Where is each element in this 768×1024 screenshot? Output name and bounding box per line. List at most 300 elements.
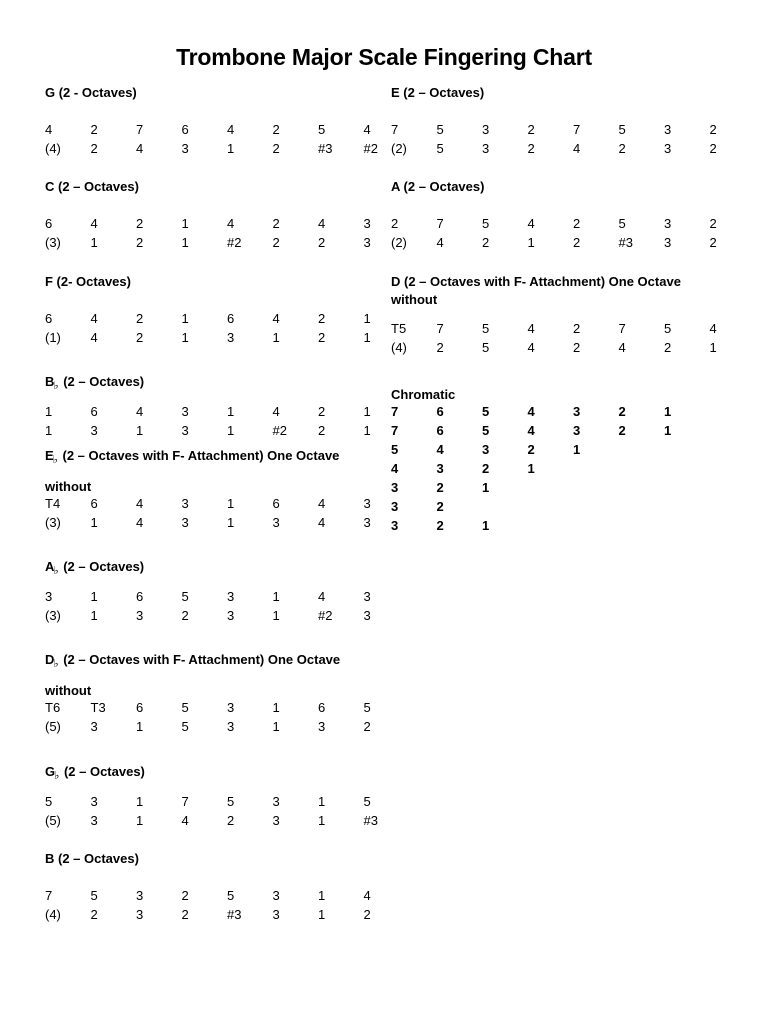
fingering-cell: 5 xyxy=(363,700,371,715)
fingering-cell: 6 xyxy=(318,700,326,715)
fingering-cell: 4 xyxy=(709,321,717,336)
fingering-cell: 6 xyxy=(136,589,144,604)
fingering-cell: T6 xyxy=(45,700,61,715)
scale-e xyxy=(391,84,717,160)
fingering-cell: 5 xyxy=(482,404,490,419)
fingering-cell: 4 xyxy=(318,589,326,604)
fingering-cell: 5 xyxy=(227,888,235,903)
fingering-cell: 1 xyxy=(482,480,490,495)
fingering-cell: 4 xyxy=(436,235,444,250)
fingering-cell: 3 xyxy=(391,480,399,495)
fingering-cell: 1 xyxy=(527,461,535,476)
fingering-cell: #3 xyxy=(318,141,333,156)
fingering-cell: 2 xyxy=(227,813,235,828)
fingering-cell: 2 xyxy=(272,122,280,137)
fingering-row xyxy=(45,515,371,534)
fingering-cell: 6 xyxy=(90,404,98,419)
fingering-cell: 2 xyxy=(181,907,189,922)
fingering-cell: 4 xyxy=(527,321,535,336)
flat-icon: ♭ xyxy=(53,380,59,392)
fingering-cell: 4 xyxy=(527,423,535,438)
fingering-rows xyxy=(45,700,371,738)
fingering-cell: 3 xyxy=(664,216,672,231)
fingering-cell: 3 xyxy=(363,608,371,623)
fingering-cell: (5) xyxy=(45,813,61,828)
fingering-cell: 2 xyxy=(527,442,535,457)
fingering-row xyxy=(45,719,371,738)
fingering-cell: 2 xyxy=(527,122,535,137)
fingering-cell: 3 xyxy=(363,496,371,511)
flat-icon: ♭ xyxy=(53,658,59,670)
fingering-cell: 1 xyxy=(45,423,53,438)
scale-b xyxy=(45,850,371,926)
fingering-cell: 3 xyxy=(664,122,672,137)
scale-heading: C (2 – Octaves) xyxy=(45,179,139,194)
scale-heading: B (2 – Octaves) xyxy=(45,851,139,866)
fingering-cell: 2 xyxy=(573,321,581,336)
fingering-rows xyxy=(391,122,717,160)
fingering-cell: 5 xyxy=(227,794,235,809)
fingering-cell: 4 xyxy=(618,340,626,355)
fingering-cell: 2 xyxy=(181,608,189,623)
fingering-cell: 2 xyxy=(272,141,280,156)
fingering-cell: (2) xyxy=(391,141,407,156)
fingering-cell: 7 xyxy=(573,122,581,137)
fingering-cell: 3 xyxy=(227,700,235,715)
fingering-cell: 1 xyxy=(363,330,371,345)
scale-c xyxy=(45,178,371,254)
fingering-cell: 1 xyxy=(272,330,280,345)
fingering-cell: 4 xyxy=(527,340,535,355)
fingering-cell: (4) xyxy=(45,907,61,922)
fingering-cell: 4 xyxy=(181,813,189,828)
fingering-cell: 4 xyxy=(136,496,144,511)
fingering-cell: 4 xyxy=(363,122,371,137)
fingering-cell: 5 xyxy=(618,122,626,137)
fingering-rows xyxy=(45,404,371,442)
fingering-cell: 7 xyxy=(618,321,626,336)
fingering-cell: #3 xyxy=(618,235,633,250)
chromatic-heading: Chromatic xyxy=(391,387,456,402)
fingering-cell: 3 xyxy=(318,719,326,734)
fingering-cell: 5 xyxy=(318,122,326,137)
fingering-row xyxy=(45,589,371,608)
fingering-cell: 1 xyxy=(318,813,326,828)
fingering-cell: 3 xyxy=(90,423,98,438)
fingering-cell: 6 xyxy=(436,404,444,419)
scale-b-flat xyxy=(45,373,371,442)
fingering-row xyxy=(391,235,717,254)
fingering-cell: 4 xyxy=(391,461,399,476)
fingering-cell: 1 xyxy=(482,518,490,533)
fingering-row xyxy=(391,340,717,359)
fingering-row xyxy=(391,321,717,340)
scale-g-flat xyxy=(45,763,378,832)
heading-text: (2 – Octaves) xyxy=(60,764,145,779)
fingering-cell: 4 xyxy=(318,496,326,511)
fingering-cell: 3 xyxy=(272,794,280,809)
fingering-cell: 1 xyxy=(272,589,280,604)
note-letter: A xyxy=(45,559,55,574)
fingering-cell: #2 xyxy=(363,141,378,156)
scale-heading-line2: without xyxy=(45,683,92,698)
fingering-cell: 7 xyxy=(391,122,399,137)
fingering-rows xyxy=(45,216,371,254)
fingering-cell: 1 xyxy=(363,404,371,419)
fingering-cell: 6 xyxy=(90,496,98,511)
fingering-cell: 3 xyxy=(272,888,280,903)
fingering-cell: 5 xyxy=(482,340,490,355)
fingering-cell: 2 xyxy=(618,423,626,438)
fingering-cell: 4 xyxy=(363,888,371,903)
fingering-row xyxy=(45,423,371,442)
scale-heading xyxy=(45,763,145,782)
fingering-row xyxy=(391,442,581,461)
fingering-cell: 3 xyxy=(227,589,235,604)
scale-heading xyxy=(45,651,340,670)
fingering-cell: 6 xyxy=(45,311,53,326)
fingering-cell: 2 xyxy=(709,216,717,231)
fingering-cell: 4 xyxy=(318,515,326,530)
fingering-cell: 2 xyxy=(90,122,98,137)
fingering-cell: 2 xyxy=(136,235,144,250)
fingering-cell: 7 xyxy=(136,122,144,137)
fingering-cell: 3 xyxy=(227,608,235,623)
fingering-cell: 3 xyxy=(227,719,235,734)
fingering-cell: 6 xyxy=(227,311,235,326)
fingering-cell: 1 xyxy=(90,235,98,250)
fingering-cell: 4 xyxy=(45,122,53,137)
fingering-cell: #3 xyxy=(227,907,242,922)
fingering-cell: 3 xyxy=(45,589,53,604)
fingering-cell: 2 xyxy=(573,340,581,355)
fingering-row xyxy=(45,330,371,349)
fingering-cell: 5 xyxy=(181,700,189,715)
fingering-cell: 5 xyxy=(618,216,626,231)
fingering-cell: 1 xyxy=(136,813,144,828)
fingering-cell: 2 xyxy=(436,480,444,495)
fingering-cell: 2 xyxy=(436,499,444,514)
fingering-cell: 4 xyxy=(90,330,98,345)
note-letter: G xyxy=(45,764,56,779)
fingering-cell: 3 xyxy=(664,141,672,156)
fingering-cell: 3 xyxy=(573,404,581,419)
fingering-cell: 5 xyxy=(436,141,444,156)
fingering-cell: 7 xyxy=(45,888,53,903)
fingering-cell: 6 xyxy=(436,423,444,438)
fingering-cell: 2 xyxy=(482,235,490,250)
fingering-cell: 3 xyxy=(363,515,371,530)
fingering-cell: 2 xyxy=(436,518,444,533)
fingering-cell: 1 xyxy=(136,794,144,809)
note-letter: B xyxy=(45,374,55,389)
fingering-cell: 1 xyxy=(363,423,371,438)
fingering-cell: 7 xyxy=(391,423,399,438)
fingering-cell: 4 xyxy=(227,216,235,231)
fingering-cell: 1 xyxy=(90,608,98,623)
fingering-cell: 1 xyxy=(709,340,717,355)
fingering-cell: 3 xyxy=(272,515,280,530)
fingering-cell: 1 xyxy=(45,404,53,419)
fingering-row xyxy=(45,141,378,160)
fingering-cell: 3 xyxy=(363,216,371,231)
fingering-cell: 1 xyxy=(363,311,371,326)
fingering-cell: 1 xyxy=(136,719,144,734)
heading-text: (2 – Octaves) xyxy=(59,374,145,389)
fingering-cell: 4 xyxy=(573,141,581,156)
fingering-cell: 1 xyxy=(527,235,535,250)
fingering-cell: 3 xyxy=(391,499,399,514)
fingering-cell: 2 xyxy=(664,340,672,355)
fingering-cell: 2 xyxy=(318,330,326,345)
fingering-row xyxy=(391,480,490,499)
scale-f xyxy=(45,273,371,349)
fingering-cell: 5 xyxy=(363,794,371,809)
fingering-cell: (5) xyxy=(45,719,61,734)
fingering-cell: (4) xyxy=(45,141,61,156)
scale-heading xyxy=(45,558,144,577)
fingering-cell: T4 xyxy=(45,496,61,511)
fingering-cell: 3 xyxy=(391,518,399,533)
fingering-cell: 3 xyxy=(272,813,280,828)
fingering-row xyxy=(45,700,371,719)
fingering-cell: 1 xyxy=(181,216,189,231)
fingering-row xyxy=(45,404,371,423)
fingering-row xyxy=(391,461,535,480)
fingering-row xyxy=(45,608,371,627)
scale-heading xyxy=(45,447,339,466)
fingering-cell: 2 xyxy=(709,141,717,156)
fingering-rows xyxy=(45,794,378,832)
fingering-cell: (4) xyxy=(391,340,407,355)
fingering-row xyxy=(45,311,371,330)
fingering-cell: 1 xyxy=(318,888,326,903)
fingering-cell: 5 xyxy=(482,321,490,336)
fingering-cell: (1) xyxy=(45,330,61,345)
fingering-cell: 1 xyxy=(272,719,280,734)
fingering-cell: 1 xyxy=(318,794,326,809)
fingering-row xyxy=(391,518,490,537)
fingering-cell: 3 xyxy=(90,794,98,809)
fingering-cell: 5 xyxy=(436,122,444,137)
fingering-cell: 5 xyxy=(181,589,189,604)
fingering-cell: 6 xyxy=(272,496,280,511)
heading-text: (2 – Octaves) xyxy=(59,559,145,574)
fingering-row xyxy=(45,888,371,907)
fingering-cell: 2 xyxy=(709,122,717,137)
note-letter: D xyxy=(45,652,55,667)
fingering-cell: (3) xyxy=(45,515,61,530)
scale-heading: G (2 - Octaves) xyxy=(45,85,137,100)
fingering-cell: 5 xyxy=(482,423,490,438)
fingering-cell: 1 xyxy=(181,330,189,345)
fingering-cell: 4 xyxy=(436,442,444,457)
fingering-cell: 3 xyxy=(136,907,144,922)
fingering-cell: 6 xyxy=(45,216,53,231)
fingering-cell: 1 xyxy=(227,423,235,438)
scale-heading: D (2 – Octaves with F- Attachment) One Octave without xyxy=(391,274,681,307)
fingering-cell: 3 xyxy=(482,141,490,156)
fingering-cell: 1 xyxy=(227,404,235,419)
fingering-rows xyxy=(45,122,378,160)
fingering-cell: 1 xyxy=(227,496,235,511)
fingering-row xyxy=(391,122,717,141)
fingering-cell: 2 xyxy=(272,235,280,250)
fingering-cell: 3 xyxy=(90,719,98,734)
fingering-cell: 2 xyxy=(363,719,371,734)
scale-a xyxy=(391,178,717,254)
fingering-cell: 3 xyxy=(136,888,144,903)
fingering-cell: 1 xyxy=(227,515,235,530)
fingering-cell: 4 xyxy=(227,122,235,137)
fingering-cell: #2 xyxy=(272,423,287,438)
fingering-cell: 4 xyxy=(318,216,326,231)
fingering-cell: 3 xyxy=(573,423,581,438)
fingering-cell: 1 xyxy=(664,404,672,419)
fingering-cell: 2 xyxy=(709,235,717,250)
fingering-cell: 1 xyxy=(181,311,189,326)
fingering-cell: 2 xyxy=(318,423,326,438)
fingering-rows xyxy=(391,404,672,537)
fingering-cell: 1 xyxy=(90,515,98,530)
fingering-cell: 3 xyxy=(181,404,189,419)
fingering-cell: 2 xyxy=(363,907,371,922)
fingering-cell: 5 xyxy=(482,216,490,231)
heading-text: (2 – Octaves with F- Attachment) One Octave xyxy=(58,448,340,463)
fingering-cell: (3) xyxy=(45,235,61,250)
fingering-cell: 2 xyxy=(318,311,326,326)
scale-heading xyxy=(45,373,144,392)
flat-icon: ♭ xyxy=(52,454,58,466)
fingering-cell: 1 xyxy=(90,589,98,604)
fingering-cell: 3 xyxy=(363,235,371,250)
fingering-cell: 3 xyxy=(90,813,98,828)
fingering-cell: 2 xyxy=(90,141,98,156)
fingering-cell: 1 xyxy=(573,442,581,457)
fingering-rows xyxy=(45,589,371,627)
fingering-cell: T5 xyxy=(391,321,407,336)
fingering-cell: 1 xyxy=(136,423,144,438)
fingering-cell: 3 xyxy=(482,122,490,137)
fingering-cell: 4 xyxy=(136,404,144,419)
heading-text: (2 – Octaves with F- Attachment) One Octave xyxy=(59,652,341,667)
fingering-row xyxy=(45,216,371,235)
fingering-cell: 1 xyxy=(227,141,235,156)
fingering-cell: 7 xyxy=(391,404,399,419)
scale-g xyxy=(45,84,378,160)
fingering-cell: 1 xyxy=(181,235,189,250)
flat-icon: ♭ xyxy=(54,770,60,782)
fingering-cell: 2 xyxy=(181,888,189,903)
fingering-cell: 6 xyxy=(136,700,144,715)
fingering-cell: 4 xyxy=(272,404,280,419)
fingering-cell: 2 xyxy=(136,216,144,231)
fingering-cell: 4 xyxy=(90,311,98,326)
fingering-cell: 2 xyxy=(136,311,144,326)
fingering-cell: 2 xyxy=(436,340,444,355)
fingering-cell: 1 xyxy=(272,700,280,715)
fingering-rows xyxy=(45,888,371,926)
fingering-cell: 3 xyxy=(664,235,672,250)
fingering-cell: 3 xyxy=(181,423,189,438)
fingering-cell: 4 xyxy=(136,141,144,156)
scale-e-flat xyxy=(45,447,371,534)
fingering-cell: 4 xyxy=(272,311,280,326)
fingering-cell: 5 xyxy=(45,794,53,809)
scale-a-flat xyxy=(45,558,371,627)
fingering-row xyxy=(391,423,672,442)
chromatic xyxy=(391,386,672,537)
fingering-cell: 2 xyxy=(618,141,626,156)
fingering-row xyxy=(391,499,455,518)
flat-icon: ♭ xyxy=(53,565,59,577)
fingering-row xyxy=(45,794,371,813)
fingering-cell: 2 xyxy=(391,216,399,231)
fingering-cell: 4 xyxy=(136,515,144,530)
fingering-cell: T3 xyxy=(90,700,106,715)
fingering-row xyxy=(391,216,717,235)
fingering-cell: 3 xyxy=(363,589,371,604)
fingering-cell: #2 xyxy=(227,235,242,250)
fingering-cell: 2 xyxy=(573,235,581,250)
scale-d xyxy=(391,273,717,359)
fingering-cell: #2 xyxy=(318,608,333,623)
fingering-row xyxy=(45,496,371,515)
fingering-row xyxy=(45,235,371,254)
fingering-cell: 7 xyxy=(436,216,444,231)
fingering-cell: 3 xyxy=(227,330,235,345)
fingering-cell: 4 xyxy=(527,404,535,419)
fingering-cell: 2 xyxy=(272,216,280,231)
fingering-cell: 2 xyxy=(482,461,490,476)
scale-heading: E (2 – Octaves) xyxy=(391,85,485,100)
fingering-cell: 2 xyxy=(618,404,626,419)
fingering-cell: 7 xyxy=(436,321,444,336)
fingering-cell: 6 xyxy=(181,122,189,137)
fingering-cell: 2 xyxy=(318,404,326,419)
fingering-cell: 3 xyxy=(181,496,189,511)
fingering-cell: 2 xyxy=(136,330,144,345)
fingering-cell: #3 xyxy=(363,813,378,828)
fingering-cell: 2 xyxy=(573,216,581,231)
scale-d-flat xyxy=(45,651,371,738)
scale-heading: F (2- Octaves) xyxy=(45,274,131,289)
fingering-row xyxy=(45,122,371,141)
page-title: Trombone Major Scale Fingering Chart xyxy=(176,44,592,70)
fingering-row xyxy=(45,907,371,926)
fingering-row xyxy=(391,404,672,423)
fingering-cell: 5 xyxy=(664,321,672,336)
fingering-cell: 1 xyxy=(318,907,326,922)
fingering-cell: 5 xyxy=(391,442,399,457)
fingering-cell: 3 xyxy=(136,608,144,623)
fingering-rows xyxy=(45,496,371,534)
fingering-rows xyxy=(45,311,371,349)
fingering-row xyxy=(391,141,717,160)
fingering-cell: 1 xyxy=(272,608,280,623)
note-letter: E xyxy=(45,448,54,463)
fingering-rows xyxy=(391,216,717,254)
fingering-cell: (3) xyxy=(45,608,61,623)
fingering-cell: 1 xyxy=(664,423,672,438)
fingering-cell: 3 xyxy=(181,141,189,156)
fingering-cell: 3 xyxy=(482,442,490,457)
fingering-cell: 3 xyxy=(181,515,189,530)
scale-heading: A (2 – Octaves) xyxy=(391,179,485,194)
fingering-cell: 2 xyxy=(527,141,535,156)
fingering-cell: 3 xyxy=(436,461,444,476)
fingering-cell: 2 xyxy=(90,907,98,922)
